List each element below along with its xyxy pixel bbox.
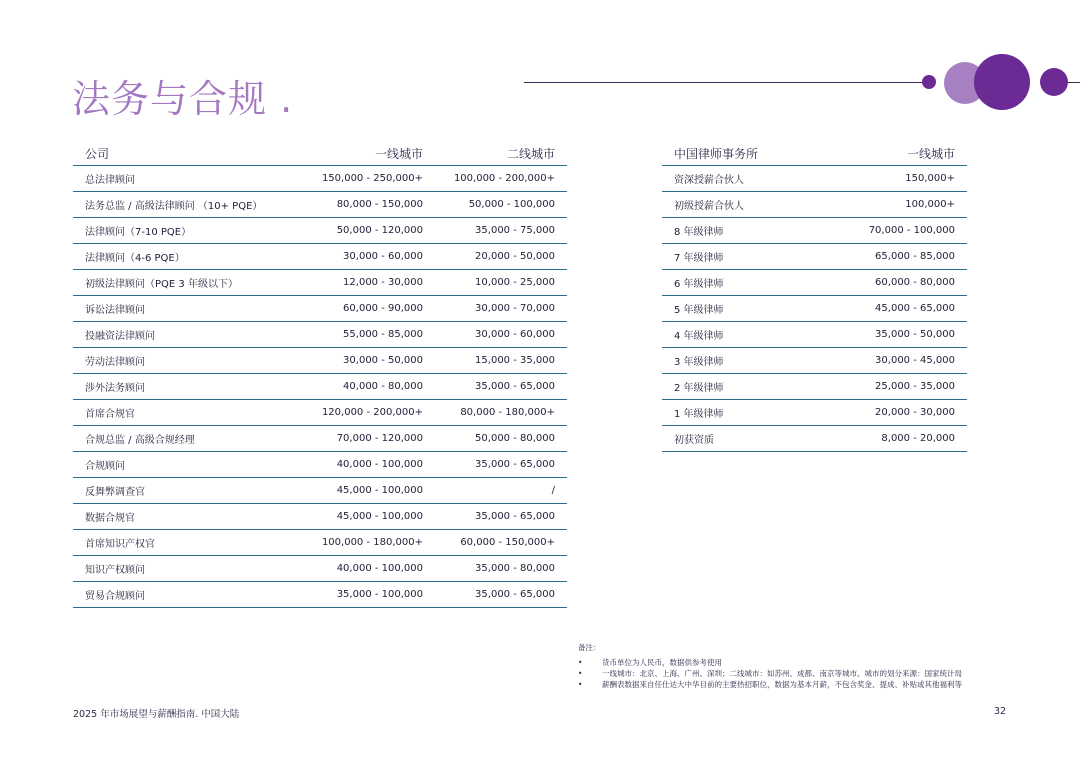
table-row — [662, 166, 967, 192]
salary-cell: 35,000 - 65,000 — [435, 504, 567, 530]
column-header-law-firm: 中国律师事务所 — [662, 141, 832, 166]
role-cell: 诉讼法律顾问 — [73, 296, 305, 322]
salary-cell: 60,000 - 80,000 — [832, 270, 967, 296]
role-cell: 3 年级律师 — [662, 348, 832, 374]
role-cell: 7 年级律师 — [662, 244, 832, 270]
notes-list — [578, 657, 962, 690]
role-cell: 劳动法律顾问 — [73, 348, 305, 374]
role-cell: 贸易合规顾问 — [73, 582, 305, 608]
table-row — [662, 348, 967, 374]
salary-cell: 30,000 - 60,000 — [305, 244, 435, 270]
salary-cell: 70,000 - 120,000 — [305, 426, 435, 452]
page-title: 法务与合规 . — [72, 77, 294, 121]
salary-cell: 150,000 - 250,000+ — [305, 166, 435, 192]
role-cell: 资深授薪合伙人 — [662, 166, 832, 192]
column-header-tier1: 一线城市 — [832, 141, 967, 166]
role-cell: 4 年级律师 — [662, 322, 832, 348]
note-item: • 一线城市：北京、上海、广州、深圳；二线城市：如苏州、成都、南京等城市。城市的划分来源：国家统计局 — [578, 668, 962, 679]
salary-cell: 60,000 - 150,000+ — [435, 530, 567, 556]
role-cell: 数据合规官 — [73, 504, 305, 530]
salary-cell: 65,000 - 85,000 — [832, 244, 967, 270]
column-header-tier2: 二线城市 — [435, 141, 567, 166]
table-row — [73, 426, 567, 452]
role-cell: 首席知识产权官 — [73, 530, 305, 556]
salary-cell: 100,000+ — [832, 192, 967, 218]
role-cell: 合规总监 / 高级合规经理 — [73, 426, 305, 452]
table-row — [73, 504, 567, 530]
salary-cell: 70,000 - 100,000 — [832, 218, 967, 244]
table-header-row — [662, 141, 967, 166]
circle-small — [922, 75, 936, 89]
salary-cell: 20,000 - 30,000 — [832, 400, 967, 426]
salary-cell: 35,000 - 65,000 — [435, 452, 567, 478]
salary-cell: 8,000 - 20,000 — [832, 426, 967, 452]
table-row — [662, 426, 967, 452]
table-row — [662, 322, 967, 348]
table-row — [662, 192, 967, 218]
column-header-tier1: 一线城市 — [305, 141, 435, 166]
salary-cell: 40,000 - 100,000 — [305, 556, 435, 582]
table-row — [73, 582, 567, 608]
table-row — [73, 374, 567, 400]
salary-cell: 50,000 - 80,000 — [435, 426, 567, 452]
table-row — [73, 400, 567, 426]
role-cell: 涉外法务顾问 — [73, 374, 305, 400]
table-row — [662, 296, 967, 322]
table-row — [662, 218, 967, 244]
role-cell: 1 年级律师 — [662, 400, 832, 426]
role-cell: 反舞弊调查官 — [73, 478, 305, 504]
table-row — [73, 452, 567, 478]
role-cell: 投融资法律顾问 — [73, 322, 305, 348]
role-cell: 初级授薪合伙人 — [662, 192, 832, 218]
salary-cell: 80,000 - 180,000+ — [435, 400, 567, 426]
table-header-row — [73, 141, 567, 166]
salary-cell: 30,000 - 45,000 — [832, 348, 967, 374]
salary-cell: 35,000 - 65,000 — [435, 582, 567, 608]
table-row — [662, 244, 967, 270]
company-salary-table — [73, 141, 567, 608]
salary-cell: 45,000 - 100,000 — [305, 504, 435, 530]
table-row — [73, 296, 567, 322]
table-row — [73, 556, 567, 582]
role-cell: 知识产权顾问 — [73, 556, 305, 582]
circle-large — [974, 54, 1030, 110]
footer-title: 2025 年市场展望与薪酬指南. 中国大陆 — [73, 709, 240, 720]
role-cell: 2 年级律师 — [662, 374, 832, 400]
salary-cell: / — [435, 478, 567, 504]
role-cell: 法律顾问（7-10 PQE） — [73, 218, 305, 244]
note-item: • 薪酬表数据来自任仕达大中华目前的主要热招职位，数据为基本月薪，不包含奖金、提成、补贴或其他福利等 — [578, 679, 962, 690]
salary-cell: 80,000 - 150,000 — [305, 192, 435, 218]
notes-heading: 备注： — [578, 643, 601, 652]
salary-cell: 45,000 - 65,000 — [832, 296, 967, 322]
salary-cell: 15,000 - 35,000 — [435, 348, 567, 374]
salary-cell: 30,000 - 60,000 — [435, 322, 567, 348]
circle-medium — [1040, 68, 1068, 96]
role-cell: 初级法律顾问（PQE 3 年级以下） — [73, 270, 305, 296]
table-row — [73, 166, 567, 192]
salary-cell: 120,000 - 200,000+ — [305, 400, 435, 426]
table-row — [73, 530, 567, 556]
salary-cell: 50,000 - 120,000 — [305, 218, 435, 244]
table-row — [73, 218, 567, 244]
salary-cell: 12,000 - 30,000 — [305, 270, 435, 296]
salary-cell: 45,000 - 100,000 — [305, 478, 435, 504]
role-cell: 5 年级律师 — [662, 296, 832, 322]
salary-cell: 50,000 - 100,000 — [435, 192, 567, 218]
salary-cell: 35,000 - 65,000 — [435, 374, 567, 400]
salary-cell: 55,000 - 85,000 — [305, 322, 435, 348]
notes — [578, 642, 962, 690]
salary-cell: 35,000 - 100,000 — [305, 582, 435, 608]
salary-cell: 60,000 - 90,000 — [305, 296, 435, 322]
salary-cell: 100,000 - 200,000+ — [435, 166, 567, 192]
table-row — [662, 374, 967, 400]
role-cell: 初获资质 — [662, 426, 832, 452]
salary-cell: 40,000 - 100,000 — [305, 452, 435, 478]
salary-cell: 10,000 - 25,000 — [435, 270, 567, 296]
salary-cell: 30,000 - 50,000 — [305, 348, 435, 374]
salary-cell: 35,000 - 75,000 — [435, 218, 567, 244]
table-row — [73, 348, 567, 374]
header-rule — [524, 82, 924, 83]
salary-cell: 150,000+ — [832, 166, 967, 192]
role-cell: 首席合规官 — [73, 400, 305, 426]
role-cell: 法务总监 / 高级法律顾问 （10+ PQE） — [73, 192, 305, 218]
salary-cell: 35,000 - 50,000 — [832, 322, 967, 348]
table-row — [662, 270, 967, 296]
role-cell: 总法律顾问 — [73, 166, 305, 192]
table-row — [73, 478, 567, 504]
page-number: 32 — [994, 706, 1007, 717]
circle-connector-line — [1068, 82, 1080, 83]
table-row — [73, 322, 567, 348]
salary-cell: 100,000 - 180,000+ — [305, 530, 435, 556]
decorative-circles — [916, 50, 1080, 114]
role-cell: 法律顾问（4-6 PQE） — [73, 244, 305, 270]
salary-cell: 25,000 - 35,000 — [832, 374, 967, 400]
table-row — [662, 400, 967, 426]
role-cell: 合规顾问 — [73, 452, 305, 478]
table-row — [73, 270, 567, 296]
role-cell: 8 年级律师 — [662, 218, 832, 244]
law-firm-salary-table — [662, 141, 967, 452]
salary-cell: 40,000 - 80,000 — [305, 374, 435, 400]
salary-cell: 20,000 - 50,000 — [435, 244, 567, 270]
role-cell: 6 年级律师 — [662, 270, 832, 296]
table-row — [73, 244, 567, 270]
table-row — [73, 192, 567, 218]
column-header-company: 公司 — [73, 141, 305, 166]
salary-cell: 35,000 - 80,000 — [435, 556, 567, 582]
salary-cell: 30,000 - 70,000 — [435, 296, 567, 322]
note-item: • 货币单位为人民币，数据供参考使用 — [578, 657, 962, 668]
